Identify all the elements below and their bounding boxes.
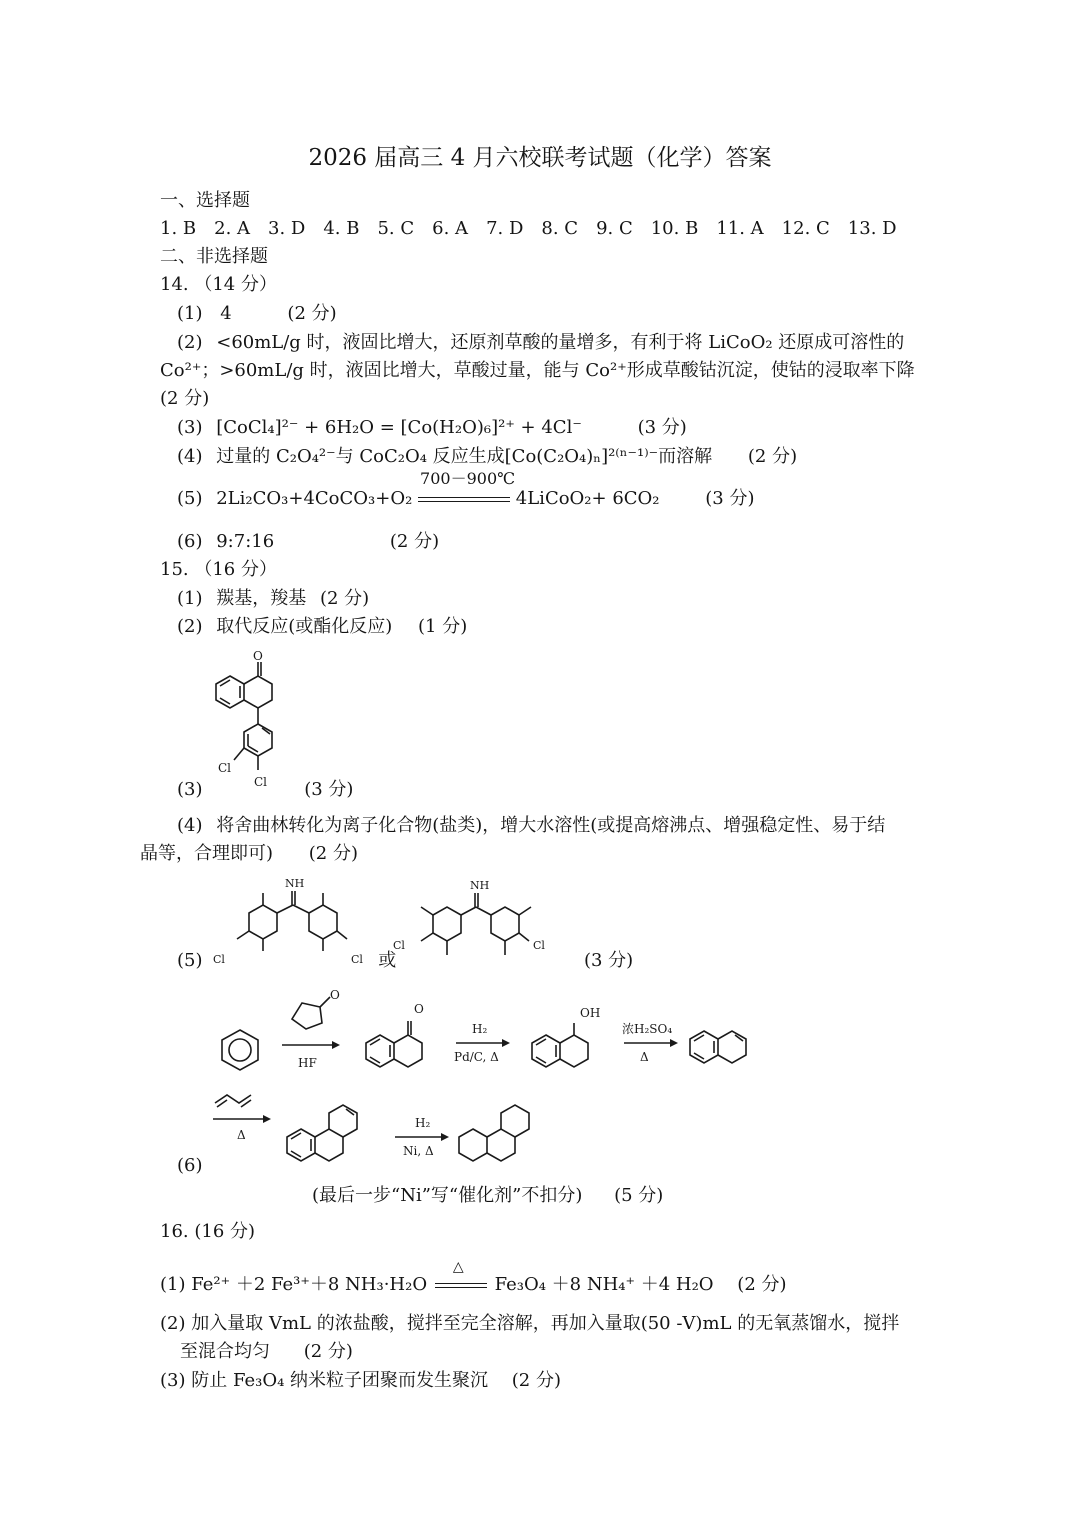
middle-ring	[315, 1129, 343, 1161]
answer-item: 5. C	[377, 218, 415, 239]
answer-item: 9. C	[596, 218, 633, 239]
condition-ni: Ni, Δ	[403, 1144, 434, 1158]
q16-part1	[160, 1259, 787, 1296]
equal-line-bottom	[435, 1287, 487, 1288]
q15-part6-route-row1	[210, 985, 770, 1075]
benzene-ring	[222, 1030, 258, 1070]
equal-line-top	[418, 497, 510, 498]
part-number: (2)	[160, 1313, 186, 1334]
answer-text: 取代反应(或酯化反应)	[216, 616, 393, 637]
q15-part3	[177, 779, 353, 801]
score: (3 分)	[637, 417, 687, 438]
q15-part4-line2	[140, 843, 358, 865]
reaction-condition-arrow	[418, 469, 516, 510]
score: (3 分)	[304, 779, 354, 800]
aryl-ring-left	[249, 905, 277, 939]
answer-text: 9:7:16	[216, 531, 275, 552]
answer-text: 4	[220, 303, 232, 324]
condition-h2so4: 浓H₂SO₄	[622, 1022, 673, 1036]
q14-part4	[177, 446, 797, 468]
arrowhead	[670, 1039, 678, 1047]
hydroxyl-label: OH	[580, 1006, 601, 1020]
q15-part2	[177, 616, 467, 638]
aromatic-circle	[229, 1039, 251, 1061]
part-number: (3)	[177, 417, 203, 438]
cyclohexanone-ring	[244, 676, 272, 708]
answer-text: 将舍曲林转化为离子化合物(盐类)，增大水溶性(或提高熔沸点、增强稳定性、易于结	[216, 815, 886, 836]
butadiene	[215, 1095, 251, 1103]
answer-text: 加入量取 VmL 的浓盐酸，搅拌至完全溶解，再加入量取(50 -V)mL 的无氧蒸馏水，搅拌	[191, 1313, 900, 1334]
q15-part6	[177, 1155, 203, 1177]
equation: [CoCl₄]²⁻ + 6H₂O = [Co(H₂O)₆]²⁺ + 4Cl⁻	[216, 417, 582, 438]
answer-text: 防止 Fe₃O₄ 纳米粒子团聚而发生聚沉	[191, 1370, 489, 1391]
chlorine-label: Cl	[393, 939, 405, 952]
answer-item: 4. B	[323, 218, 360, 239]
reaction-condition-arrow	[433, 1259, 489, 1296]
q14-part5	[177, 469, 755, 510]
q15-header: 15. （16 分）	[160, 559, 277, 580]
q14-part3	[177, 417, 687, 439]
cyclohexane-ring-2	[487, 1129, 515, 1161]
aryl-ring-right	[309, 905, 337, 939]
score: (3 分)	[583, 950, 634, 971]
chlorine-label-2: Cl	[254, 775, 268, 789]
part-number: (5)	[177, 950, 203, 971]
answer-item: 7. D	[486, 218, 524, 239]
part-number: (3)	[177, 779, 203, 800]
score: (2 分)	[511, 1370, 561, 1391]
arrowhead	[502, 1039, 510, 1047]
score: (1 分)	[418, 616, 468, 637]
answer-list	[160, 218, 915, 240]
score: (2 分)	[287, 303, 337, 324]
dihydronaphthalene-ring	[718, 1031, 746, 1063]
answer-item: 6. A	[432, 218, 469, 239]
answer-text: 晶等，合理即可)	[140, 843, 274, 864]
q14-part2-line1	[177, 332, 904, 354]
answer-item: 1. B	[160, 218, 197, 239]
imine-label-1: NH	[285, 877, 305, 890]
alcohol-ring	[560, 1035, 588, 1067]
score: (2 分)	[747, 446, 798, 467]
q15-part1	[177, 588, 369, 610]
q16-header: 16. (16 分)	[160, 1221, 256, 1242]
ketone-ring	[394, 1035, 422, 1067]
arrowhead	[441, 1133, 449, 1141]
part-number: (1)	[177, 588, 203, 609]
answer-item: 2. A	[214, 218, 251, 239]
page-title: 2026 届高三 4 月六校联考试题（化学）答案	[308, 145, 772, 171]
q14-part2-score: (2 分)	[160, 388, 210, 409]
oxygen-label: O	[330, 988, 340, 1002]
score: (2 分)	[737, 1274, 787, 1295]
score: (3 分)	[705, 488, 755, 509]
nonchoice-heading: 二、非选择题	[160, 246, 268, 267]
equal-line-top	[435, 1283, 487, 1284]
cyclohexane-ring-1	[459, 1129, 487, 1161]
equation-right: Fe₃O₄ ＋8 NH₄⁺ ＋4 H₂O	[494, 1274, 714, 1295]
q14-part6	[177, 531, 439, 553]
condition-hf: HF	[298, 1056, 317, 1070]
condition-text: △	[452, 1259, 464, 1275]
answer-item: 3. D	[268, 218, 306, 239]
part-number: (1)	[160, 1274, 186, 1295]
answer-text: 羰基，羧基	[216, 588, 307, 609]
part-number: (4)	[177, 815, 203, 836]
part-number: (2)	[177, 332, 203, 353]
q15-part6-note	[312, 1185, 663, 1207]
answer-text: <60mL/g 时，液固比增大，还原剂草酸的量增多，有利于将 LiCoO₂ 还原成可溶性的	[216, 332, 905, 353]
part-number: (6)	[177, 531, 203, 552]
chlorine-label: Cl	[351, 953, 363, 966]
arrowhead	[332, 1041, 340, 1049]
answer-item: 13. D	[847, 218, 897, 239]
condition-text: 700－900℃	[420, 469, 516, 488]
equation-right: 4LiCoO₂+ 6CO₂	[515, 488, 660, 509]
score: (2 分)	[308, 843, 358, 864]
answer-item: 10. B	[650, 218, 699, 239]
part-number: (6)	[177, 1155, 203, 1176]
condition-delta: Δ	[237, 1128, 246, 1142]
answer-item: 12. C	[781, 218, 830, 239]
condition-h2: H₂	[472, 1022, 488, 1036]
imine-label-2: NH	[470, 879, 490, 892]
condition-pdc: Pd/C, Δ	[454, 1050, 499, 1064]
q15-part5	[177, 950, 633, 972]
or-text: 或	[378, 950, 397, 971]
score: (5 分)	[614, 1185, 664, 1206]
q16-part2-line2	[180, 1341, 353, 1363]
score: (2 分)	[389, 531, 440, 552]
condition-h2: H₂	[415, 1116, 431, 1130]
butyrolactone-ring	[292, 1003, 322, 1029]
answer-text: 至混合均匀	[180, 1341, 270, 1362]
q14-header: 14. （14 分）	[160, 274, 277, 295]
equal-line-bottom	[418, 501, 510, 502]
q14-part2-line2: Co²⁺；>60mL/g 时，液固比增大，草酸过量，能与 Co²⁺形成草酸钴沉淀，使钴的浸取率下降	[160, 360, 915, 381]
part-number: (1)	[177, 303, 203, 324]
chlorine-label-1: Cl	[218, 761, 232, 775]
q14-part1	[177, 303, 337, 325]
equation-left: Fe²⁺ ＋2 Fe³⁺＋8 NH₃·H₂O	[191, 1274, 428, 1295]
part-number: (5)	[177, 488, 203, 509]
answer-text: 过量的 C₂O₄²⁻与 CoC₂O₄ 反应生成[Co(C₂O₄)ₙ]²⁽ⁿ⁻¹⁾⁻而溶解	[216, 446, 713, 467]
q16-part3	[160, 1370, 561, 1392]
part-number: (2)	[177, 616, 203, 637]
choice-heading: 一、选择题	[160, 190, 250, 211]
oxygen-label: O	[414, 1002, 424, 1016]
score: (2 分)	[319, 588, 370, 609]
q15-part4-line1	[177, 815, 885, 837]
oxygen-label: O	[253, 649, 263, 663]
score: (2 分)	[303, 1341, 353, 1362]
part-number: (3)	[160, 1370, 186, 1391]
arrowhead	[263, 1115, 271, 1123]
answer-item: 8. C	[541, 218, 579, 239]
q16-part2-line1	[160, 1313, 899, 1335]
q15-part6-route-row2	[205, 1085, 565, 1175]
part-number: (4)	[177, 446, 203, 467]
answer-item: 11. A	[716, 218, 764, 239]
chlorine-label: Cl	[533, 939, 545, 952]
condition-delta: Δ	[640, 1050, 649, 1064]
note-text: (最后一步“Ni”写“催化剂”不扣分)	[312, 1185, 583, 1206]
aryl-ring-right-2	[491, 907, 519, 941]
chlorine-label: Cl	[213, 953, 225, 966]
equation-left: 2Li₂CO₃+4CoCO₃+O₂	[216, 488, 413, 509]
aryl-ring-left-2	[433, 907, 461, 941]
q15-part3-structure	[200, 648, 300, 788]
